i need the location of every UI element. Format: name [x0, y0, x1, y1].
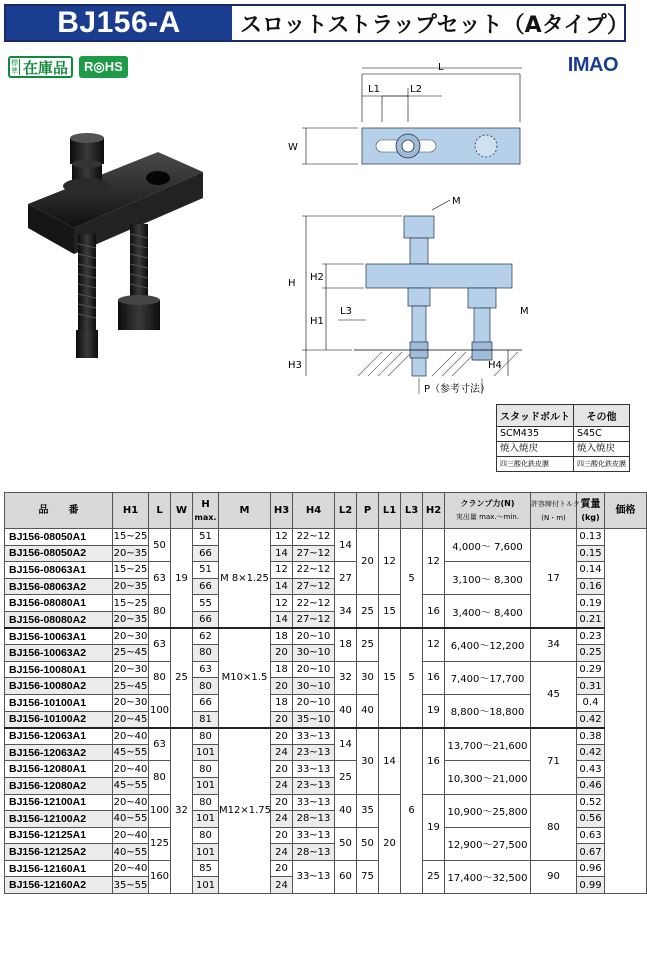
- cell-pno: BJ156-08080A2: [5, 611, 113, 628]
- col-price: 価格: [605, 493, 647, 529]
- cell-l: 63: [149, 562, 171, 595]
- material-cell: 焼入焼戻: [497, 442, 574, 457]
- cell-h4: 22~12: [293, 562, 335, 579]
- table-row: [5, 794, 647, 811]
- cell-h4: 33~13: [293, 827, 335, 844]
- dim-H2: H2: [310, 272, 324, 283]
- cell-mass: 0.56: [577, 811, 605, 828]
- cell-l: 50: [149, 529, 171, 562]
- cell-mass: 0.63: [577, 827, 605, 844]
- cell-h3: 24: [271, 811, 293, 828]
- cell-l2: 60: [335, 860, 357, 893]
- cell-h4: 20~10: [293, 694, 335, 711]
- cell-h: 55: [193, 595, 219, 612]
- cell-h: 51: [193, 562, 219, 579]
- cell-h3: 18: [271, 661, 293, 678]
- material-table: [496, 404, 630, 472]
- cell-h1: 20~30: [113, 694, 149, 711]
- cell-torque: 45: [531, 661, 577, 727]
- spec-body: [5, 529, 647, 894]
- cell-m: M 8×1.25: [219, 529, 271, 629]
- cell-l1: 15: [379, 595, 401, 628]
- cell-h1: 20~40: [113, 794, 149, 811]
- col-l2: L2: [335, 493, 357, 529]
- cell-p: 20: [357, 529, 379, 595]
- cell-h1: 15~25: [113, 595, 149, 612]
- cell-h: 85: [193, 860, 219, 877]
- material-cell: 四三酸化鉄皮膜: [497, 457, 574, 472]
- cell-h: 101: [193, 777, 219, 794]
- cell-clamp: 12,900～27,500: [445, 827, 531, 860]
- cell-torque: 71: [531, 728, 577, 794]
- cell-l2: 27: [335, 562, 357, 595]
- cell-h3: 20: [271, 645, 293, 662]
- product-name: スロットストラップセット（Aタイプ）: [232, 6, 624, 40]
- table-row: [5, 529, 647, 546]
- cell-h3: 14: [271, 578, 293, 595]
- cell-h3: 24: [271, 744, 293, 761]
- cell-m: M10×1.5: [219, 628, 271, 728]
- cell-h4: 22~12: [293, 529, 335, 546]
- cell-l: 80: [149, 595, 171, 628]
- cell-h3: 14: [271, 545, 293, 562]
- cell-h4: 33~13: [293, 860, 335, 893]
- cell-pno: BJ156-08080A1: [5, 595, 113, 612]
- cell-l2: 32: [335, 661, 357, 694]
- label-M-top: M: [452, 196, 461, 207]
- cell-l: 80: [149, 661, 171, 694]
- cell-h3: 24: [271, 844, 293, 861]
- cell-h3: 14: [271, 611, 293, 628]
- table-row: [5, 860, 647, 877]
- cell-h1: 20~40: [113, 827, 149, 844]
- cell-pno: BJ156-10100A1: [5, 694, 113, 711]
- cell-h2: 16: [423, 728, 445, 794]
- cell-l1: 14: [379, 728, 401, 794]
- cell-h1: 20~35: [113, 545, 149, 562]
- cell-h2: 12: [423, 628, 445, 661]
- cell-h: 51: [193, 529, 219, 546]
- dim-L: L: [438, 62, 444, 73]
- cell-h2: 19: [423, 694, 445, 727]
- product-code: BJ156-A: [6, 6, 232, 40]
- cell-h1: 20~40: [113, 860, 149, 877]
- cell-h1: 20~35: [113, 611, 149, 628]
- cell-mass: 0.21: [577, 611, 605, 628]
- cell-mass: 0.96: [577, 860, 605, 877]
- cell-mass: 0.4: [577, 694, 605, 711]
- cell-l: 100: [149, 794, 171, 827]
- cell-mass: 0.67: [577, 844, 605, 861]
- cell-pno: BJ156-12100A1: [5, 794, 113, 811]
- dim-L2: L2: [410, 84, 422, 95]
- cell-h1: 20~40: [113, 728, 149, 745]
- stock-label: 在庫品: [23, 58, 69, 77]
- cell-p: 30: [357, 728, 379, 794]
- spec-table: [4, 492, 647, 894]
- cell-h4: 33~13: [293, 794, 335, 811]
- cell-h3: 24: [271, 877, 293, 894]
- cell-h: 101: [193, 844, 219, 861]
- cell-h1: 25~45: [113, 678, 149, 695]
- cell-h1: 20~30: [113, 661, 149, 678]
- cell-l3: 6: [401, 728, 423, 894]
- cell-mass: 0.29: [577, 661, 605, 678]
- cell-h3: 20: [271, 761, 293, 778]
- side-view: [288, 196, 529, 395]
- cell-h: 63: [193, 661, 219, 678]
- col-h: [193, 493, 219, 529]
- dim-H3: H3: [288, 360, 302, 371]
- cell-l1: 15: [379, 628, 401, 728]
- cell-h: 81: [193, 711, 219, 728]
- cell-h1: 20~30: [113, 628, 149, 645]
- cell-w: 32: [171, 728, 193, 894]
- cell-l3: 5: [401, 529, 423, 629]
- cell-torque: 90: [531, 860, 577, 893]
- cell-h4: 28~13: [293, 844, 335, 861]
- col-mass-unit: (kg): [581, 512, 600, 522]
- cell-clamp: 8,800～18,800: [445, 694, 531, 727]
- cell-pno: BJ156-12063A2: [5, 744, 113, 761]
- cell-mass: 0.46: [577, 777, 605, 794]
- col-h3: H3: [271, 493, 293, 529]
- col-clamp: [445, 493, 531, 529]
- material-header: その他: [574, 405, 630, 427]
- label-M-side: M: [520, 306, 529, 317]
- cell-clamp: 4,000～ 7,600: [445, 529, 531, 562]
- material-cell: 焼入焼戻: [574, 442, 630, 457]
- col-clamp-sub: 実出量 max.～min.: [455, 513, 520, 521]
- cell-pno: BJ156-12125A1: [5, 827, 113, 844]
- cell-h: 66: [193, 611, 219, 628]
- cell-h1: 25~45: [113, 645, 149, 662]
- cell-l1: 12: [379, 529, 401, 595]
- cell-l: 160: [149, 860, 171, 893]
- cell-w: 19: [171, 529, 193, 629]
- cell-h1: 15~25: [113, 562, 149, 579]
- cell-h3: 12: [271, 529, 293, 546]
- dim-L3: L3: [340, 306, 352, 317]
- cell-mass: 0.52: [577, 794, 605, 811]
- cell-h2: 19: [423, 794, 445, 860]
- cell-clamp: 3,400～ 8,400: [445, 595, 531, 628]
- cell-h: 80: [193, 678, 219, 695]
- cell-h2: 12: [423, 529, 445, 595]
- cell-l: 63: [149, 728, 171, 761]
- cell-pno: BJ156-10080A1: [5, 661, 113, 678]
- cell-h3: 18: [271, 694, 293, 711]
- col-h-max: max.: [194, 512, 217, 522]
- col-torque: [531, 493, 580, 529]
- cell-mass: 0.13: [577, 529, 605, 546]
- cell-pno: BJ156-10063A2: [5, 645, 113, 662]
- cell-h: 80: [193, 761, 219, 778]
- cell-mass: 0.38: [577, 728, 605, 745]
- dim-H1: H1: [310, 316, 324, 327]
- cell-h: 66: [193, 578, 219, 595]
- cell-mass: 0.16: [577, 578, 605, 595]
- dimension-drawing: [282, 58, 529, 398]
- cell-clamp: 7,400～17,700: [445, 661, 531, 694]
- cell-clamp: 10,900～25,800: [445, 794, 531, 827]
- cell-torque: 34: [531, 628, 577, 661]
- cell-h3: 20: [271, 678, 293, 695]
- cell-h1: 35~55: [113, 877, 149, 894]
- cell-h4: 33~13: [293, 728, 335, 745]
- cell-l2: 40: [335, 694, 357, 727]
- cell-l2: 34: [335, 595, 357, 628]
- cell-h1: 40~55: [113, 811, 149, 828]
- cell-h: 80: [193, 827, 219, 844]
- cell-h2: 16: [423, 595, 445, 628]
- product-photo: [18, 124, 218, 364]
- brand-logo: IMAO: [567, 54, 618, 76]
- cell-l3: 5: [401, 628, 423, 728]
- cell-l2: 25: [335, 761, 357, 794]
- cell-w: 25: [171, 628, 193, 728]
- material-cell: SCM435: [497, 427, 574, 442]
- cell-h1: 45~55: [113, 777, 149, 794]
- cell-pno: BJ156-08050A1: [5, 529, 113, 546]
- cell-h4: 35~10: [293, 711, 335, 728]
- col-h-label: H: [201, 498, 210, 510]
- cell-h1: 45~55: [113, 744, 149, 761]
- col-m: M: [219, 493, 271, 529]
- cell-h1: 40~55: [113, 844, 149, 861]
- cell-clamp: 17,400～32,500: [445, 860, 531, 893]
- dim-W: W: [288, 142, 298, 153]
- cell-price: [605, 529, 647, 894]
- cell-h: 101: [193, 744, 219, 761]
- cell-h4: 20~10: [293, 661, 335, 678]
- cell-h4: 22~12: [293, 595, 335, 612]
- cell-p: 40: [357, 694, 379, 727]
- cell-p: 75: [357, 860, 379, 893]
- cell-clamp: 10,300～21,000: [445, 761, 531, 794]
- cell-h3: 20: [271, 860, 293, 877]
- cell-clamp: 13,700～21,600: [445, 728, 531, 761]
- cell-m: M12×1.75: [219, 728, 271, 894]
- cell-mass: 0.23: [577, 628, 605, 645]
- cell-pno: BJ156-12063A1: [5, 728, 113, 745]
- dim-P: P（参考寸法）: [424, 384, 491, 395]
- cell-h: 80: [193, 794, 219, 811]
- dim-H: H: [288, 278, 296, 289]
- cell-h3: 12: [271, 595, 293, 612]
- cell-p: 30: [357, 661, 379, 694]
- cell-h3: 12: [271, 562, 293, 579]
- cell-l: 125: [149, 827, 171, 860]
- cell-p: 25: [357, 628, 379, 661]
- cell-h1: 20~35: [113, 578, 149, 595]
- cell-h2: 25: [423, 860, 445, 893]
- cell-h: 62: [193, 628, 219, 645]
- cell-h3: 20: [271, 827, 293, 844]
- cell-mass: 0.99: [577, 877, 605, 894]
- col-l1: L1: [379, 493, 401, 529]
- cell-pno: BJ156-10100A2: [5, 711, 113, 728]
- cell-clamp: 3,100～ 8,300: [445, 562, 531, 595]
- cell-l2: 50: [335, 827, 357, 860]
- title-bar: [4, 4, 629, 42]
- cell-h3: 20: [271, 794, 293, 811]
- col-mass: [577, 493, 605, 529]
- cell-h4: 30~10: [293, 645, 335, 662]
- cell-p: 35: [357, 794, 379, 827]
- cell-h: 80: [193, 728, 219, 745]
- dim-H4: H4: [488, 360, 502, 371]
- cell-p: 50: [357, 827, 379, 860]
- cell-h1: 15~25: [113, 529, 149, 546]
- col-torque-unit: (N・m): [541, 513, 566, 522]
- cell-mass: 0.15: [577, 545, 605, 562]
- cell-mass: 0.19: [577, 595, 605, 612]
- col-w: W: [171, 493, 193, 529]
- cell-h3: 20: [271, 711, 293, 728]
- cell-torque: 80: [531, 794, 577, 860]
- cell-pno: BJ156-12100A2: [5, 811, 113, 828]
- cell-h: 101: [193, 877, 219, 894]
- cell-pno: BJ156-12080A1: [5, 761, 113, 778]
- cell-l2: 14: [335, 529, 357, 562]
- cell-h: 80: [193, 645, 219, 662]
- col-h4: H4: [293, 493, 335, 529]
- cell-h: 101: [193, 811, 219, 828]
- cell-l2: 14: [335, 728, 357, 761]
- cell-l2: 40: [335, 794, 357, 827]
- cell-pno: BJ156-12160A1: [5, 860, 113, 877]
- cell-h4: 27~12: [293, 545, 335, 562]
- cell-mass: 0.31: [577, 678, 605, 695]
- cell-h4: 33~13: [293, 761, 335, 778]
- top-view: [288, 62, 522, 164]
- cell-h4: 23~13: [293, 744, 335, 761]
- dim-L1: L1: [368, 84, 380, 95]
- col-l3: L3: [401, 493, 423, 529]
- cell-h4: 27~12: [293, 611, 335, 628]
- col-l: L: [149, 493, 171, 529]
- cell-h4: 23~13: [293, 777, 335, 794]
- cell-p: 25: [357, 595, 379, 628]
- col-h1: H1: [113, 493, 149, 529]
- col-h2: H2: [423, 493, 445, 529]
- cell-pno: BJ156-08063A1: [5, 562, 113, 579]
- material-cell: S45C: [574, 427, 630, 442]
- cell-h: 66: [193, 694, 219, 711]
- col-mass-label: 質量: [580, 498, 601, 510]
- rohs-badge: R◎HS: [79, 56, 128, 78]
- material-header: スタッドボルト: [497, 405, 574, 427]
- cell-l1: 20: [379, 794, 401, 894]
- standard-mark: 標準: [11, 59, 18, 75]
- cell-pno: BJ156-12125A2: [5, 844, 113, 861]
- cell-h2: 16: [423, 661, 445, 694]
- cell-h1: 20~45: [113, 711, 149, 728]
- cell-h3: 24: [271, 777, 293, 794]
- table-row: [5, 661, 647, 678]
- cell-pno: BJ156-08050A2: [5, 545, 113, 562]
- cell-l: 100: [149, 694, 171, 727]
- cell-h: 66: [193, 545, 219, 562]
- stock-badge: [8, 56, 73, 78]
- cell-h4: 20~10: [293, 628, 335, 645]
- cell-h4: 30~10: [293, 678, 335, 695]
- col-p: P: [357, 493, 379, 529]
- cell-pno: BJ156-10080A2: [5, 678, 113, 695]
- table-row: [5, 728, 647, 745]
- col-clamp-label: クランプ力(N): [460, 499, 515, 508]
- cell-h1: 20~40: [113, 761, 149, 778]
- material-cell: 四三酸化鉄皮膜: [574, 457, 630, 472]
- cell-mass: 0.42: [577, 744, 605, 761]
- cell-mass: 0.43: [577, 761, 605, 778]
- cell-mass: 0.14: [577, 562, 605, 579]
- cell-h3: 20: [271, 728, 293, 745]
- cell-h4: 28~13: [293, 811, 335, 828]
- cell-pno: BJ156-10063A1: [5, 628, 113, 645]
- cell-h3: 18: [271, 628, 293, 645]
- cell-l2: 18: [335, 628, 357, 661]
- cell-mass: 0.25: [577, 645, 605, 662]
- cell-pno: BJ156-12160A2: [5, 877, 113, 894]
- col-torque-label: 許容締付トルク: [531, 499, 580, 508]
- cell-h4: 27~12: [293, 578, 335, 595]
- cell-l: 80: [149, 761, 171, 794]
- cell-pno: BJ156-08063A2: [5, 578, 113, 595]
- cell-mass: 0.42: [577, 711, 605, 728]
- col-part-number: 品 番: [5, 493, 113, 529]
- cell-clamp: 6,400～12,200: [445, 628, 531, 661]
- cell-l: 63: [149, 628, 171, 661]
- cell-pno: BJ156-12080A2: [5, 777, 113, 794]
- badges: [8, 56, 128, 78]
- cell-torque: 17: [531, 529, 577, 629]
- table-row: [5, 628, 647, 645]
